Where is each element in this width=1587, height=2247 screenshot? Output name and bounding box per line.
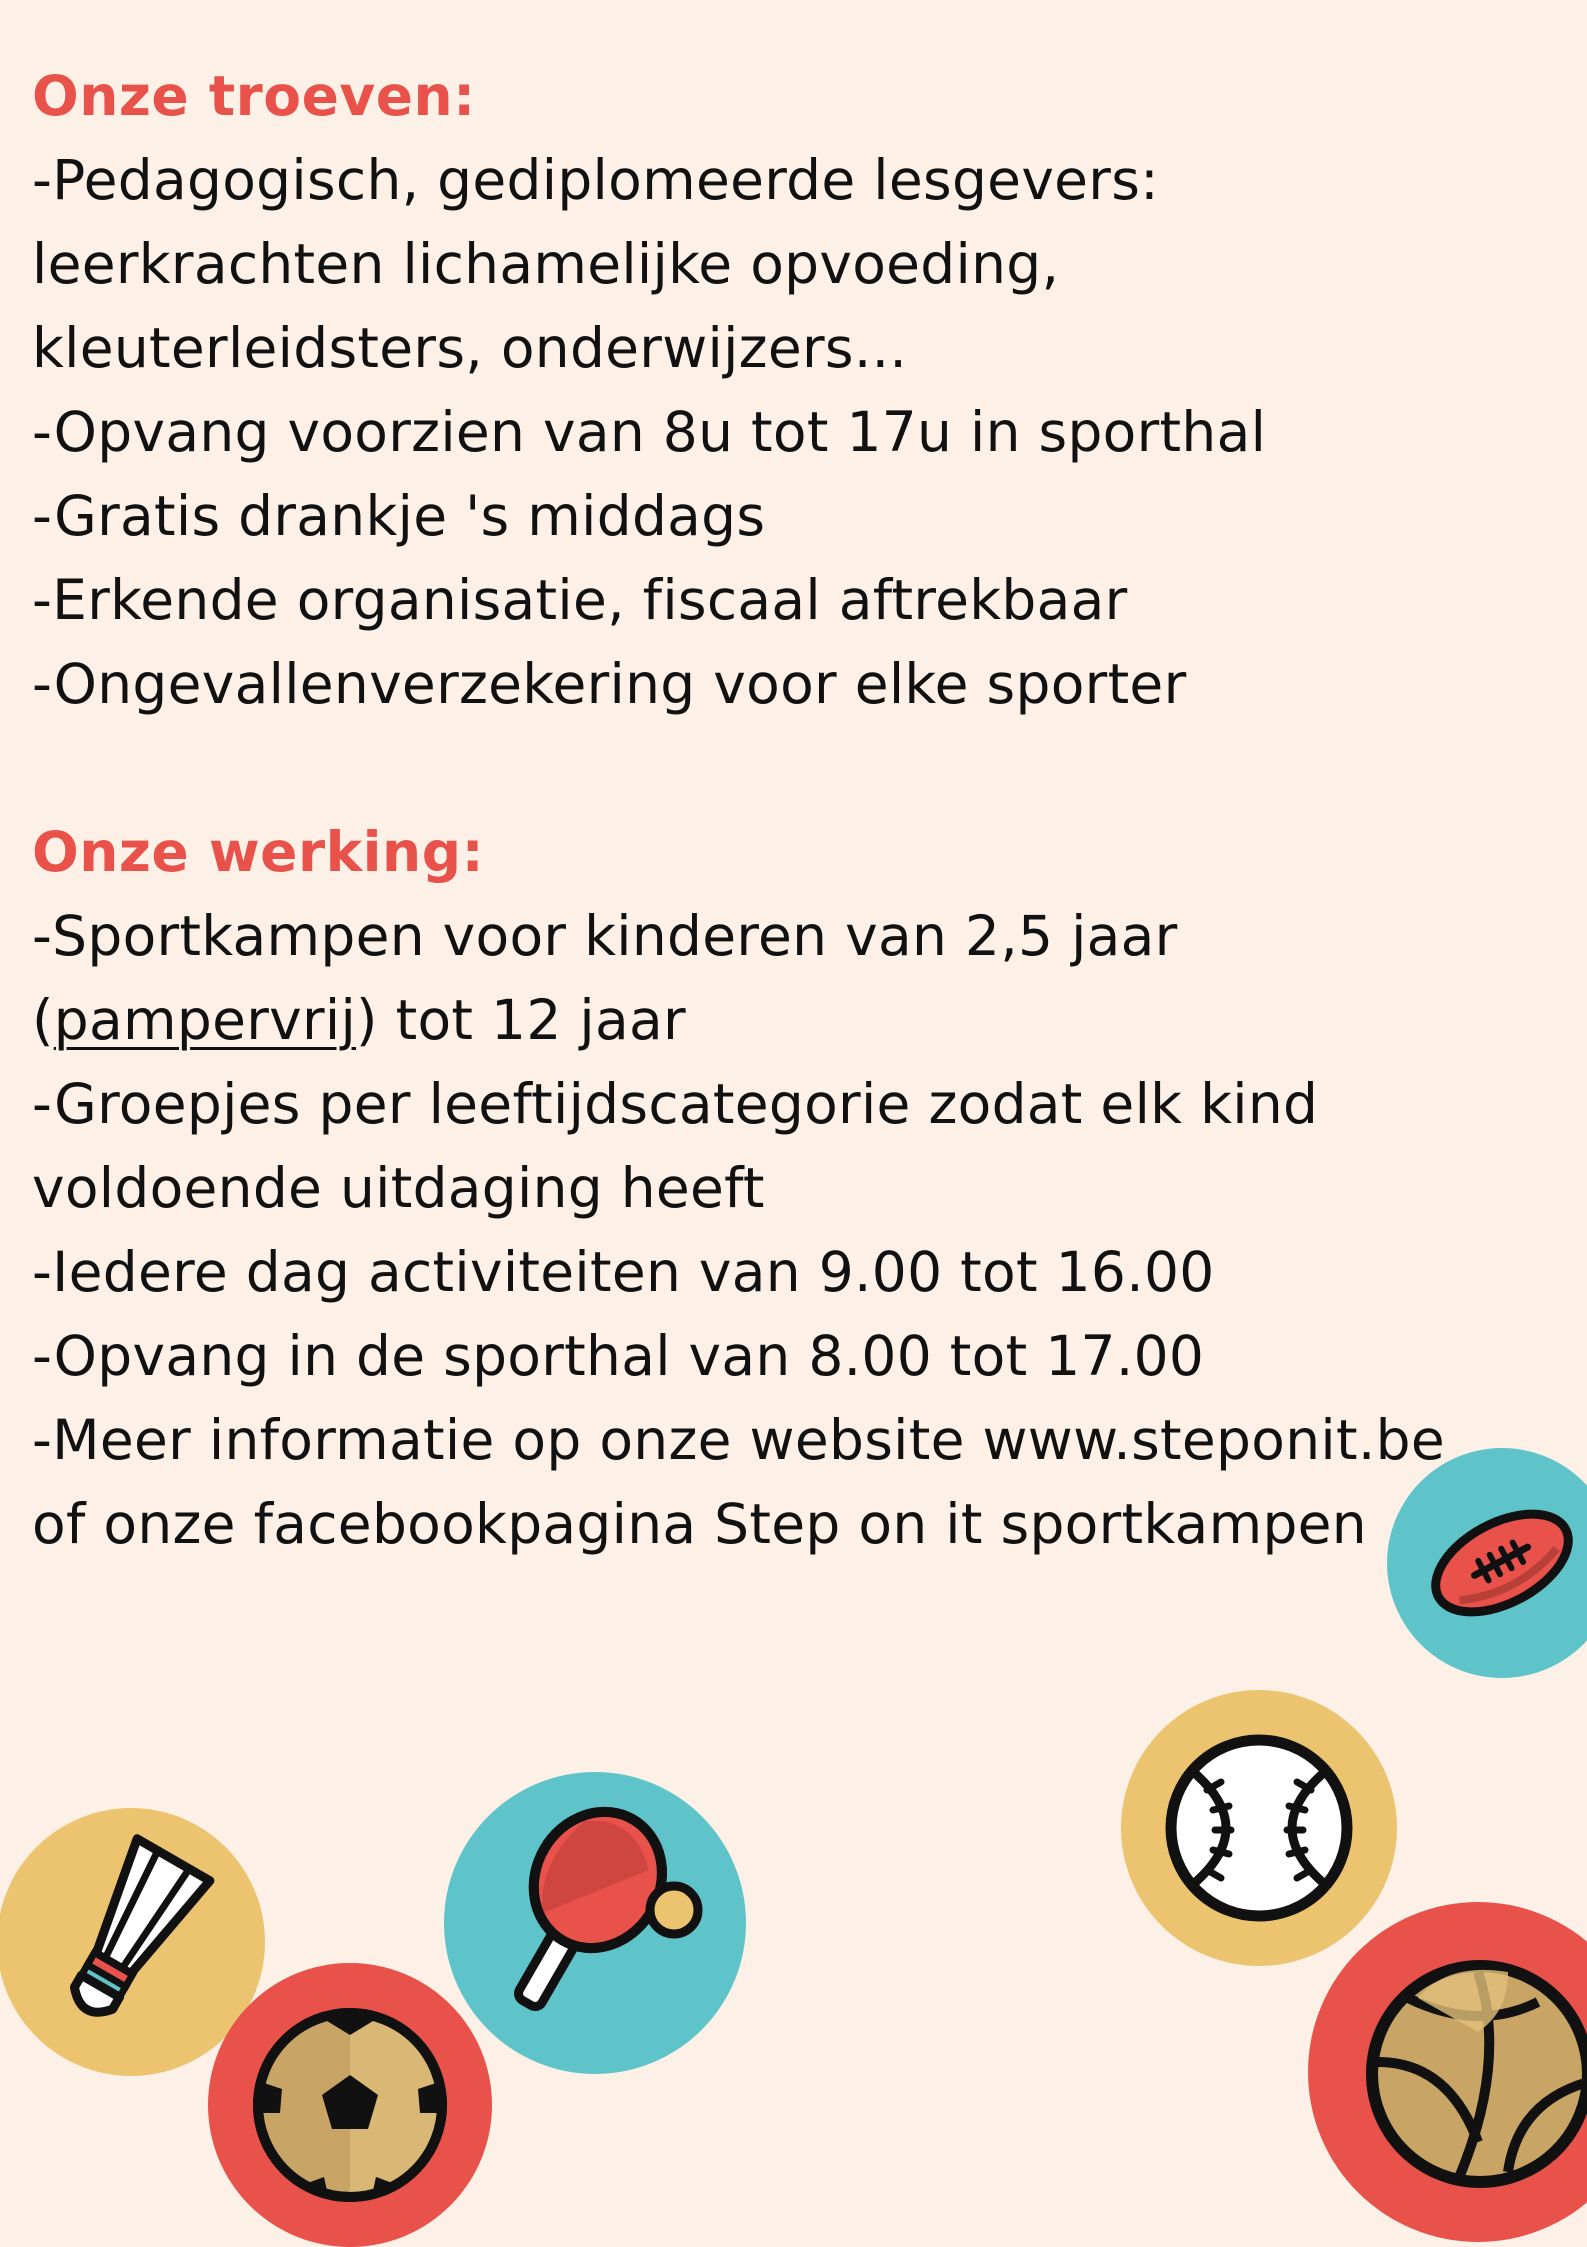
pampervrij-underlined: pampervrij	[53, 988, 357, 1052]
heading-onze-werking: Onze werking:	[32, 820, 485, 884]
troeven-line: -Pedagogisch, gediplomeerde lesgevers:	[32, 148, 1160, 212]
paren-open: (	[32, 988, 54, 1052]
line-rest: ) tot 12 jaar	[356, 988, 686, 1052]
werking-line: -Opvang in de sporthal van 8.00 tot 17.00	[32, 1324, 1205, 1388]
rugby-ball-icon	[1387, 1448, 1587, 1678]
troeven-line: -Ongevallenverzekering voor elke sporter	[32, 652, 1187, 716]
werking-line: -Sportkampen voor kinderen van 2,5 jaar	[32, 904, 1178, 968]
troeven-line: leerkrachten lichamelijke opvoeding,	[32, 232, 1060, 296]
werking-line: -Groepjes per leeftijdscategorie zodat elk kind	[32, 1072, 1319, 1136]
troeven-line: -Gratis drankje 's middags	[32, 484, 766, 548]
troeven-line: -Erkende organisatie, fiscaal aftrekbaar	[32, 568, 1128, 632]
heading-onze-troeven: Onze troeven:	[32, 64, 476, 128]
werking-line: voldoende uitdaging heeft	[32, 1156, 765, 1220]
volleyball-icon	[1308, 1902, 1587, 2245]
werking-line: -Iedere dag activiteiten van 9.00 tot 16.00	[32, 1240, 1215, 1304]
text-content	[32, 54, 1572, 1566]
ping-pong-paddle-icon	[444, 1772, 746, 2074]
troeven-line: -Opvang voorzien van 8u tot 17u in sporthal	[32, 400, 1267, 464]
werking-line	[32, 978, 1572, 1062]
section-spacer	[32, 726, 1572, 810]
werking-line: of onze facebookpagina Step on it sportkampen	[32, 1492, 1367, 1556]
troeven-line: kleuterleidsters, onderwijzers...	[32, 316, 908, 380]
werking-line: -Meer informatie op onze website www.steponit.be	[32, 1408, 1445, 1472]
